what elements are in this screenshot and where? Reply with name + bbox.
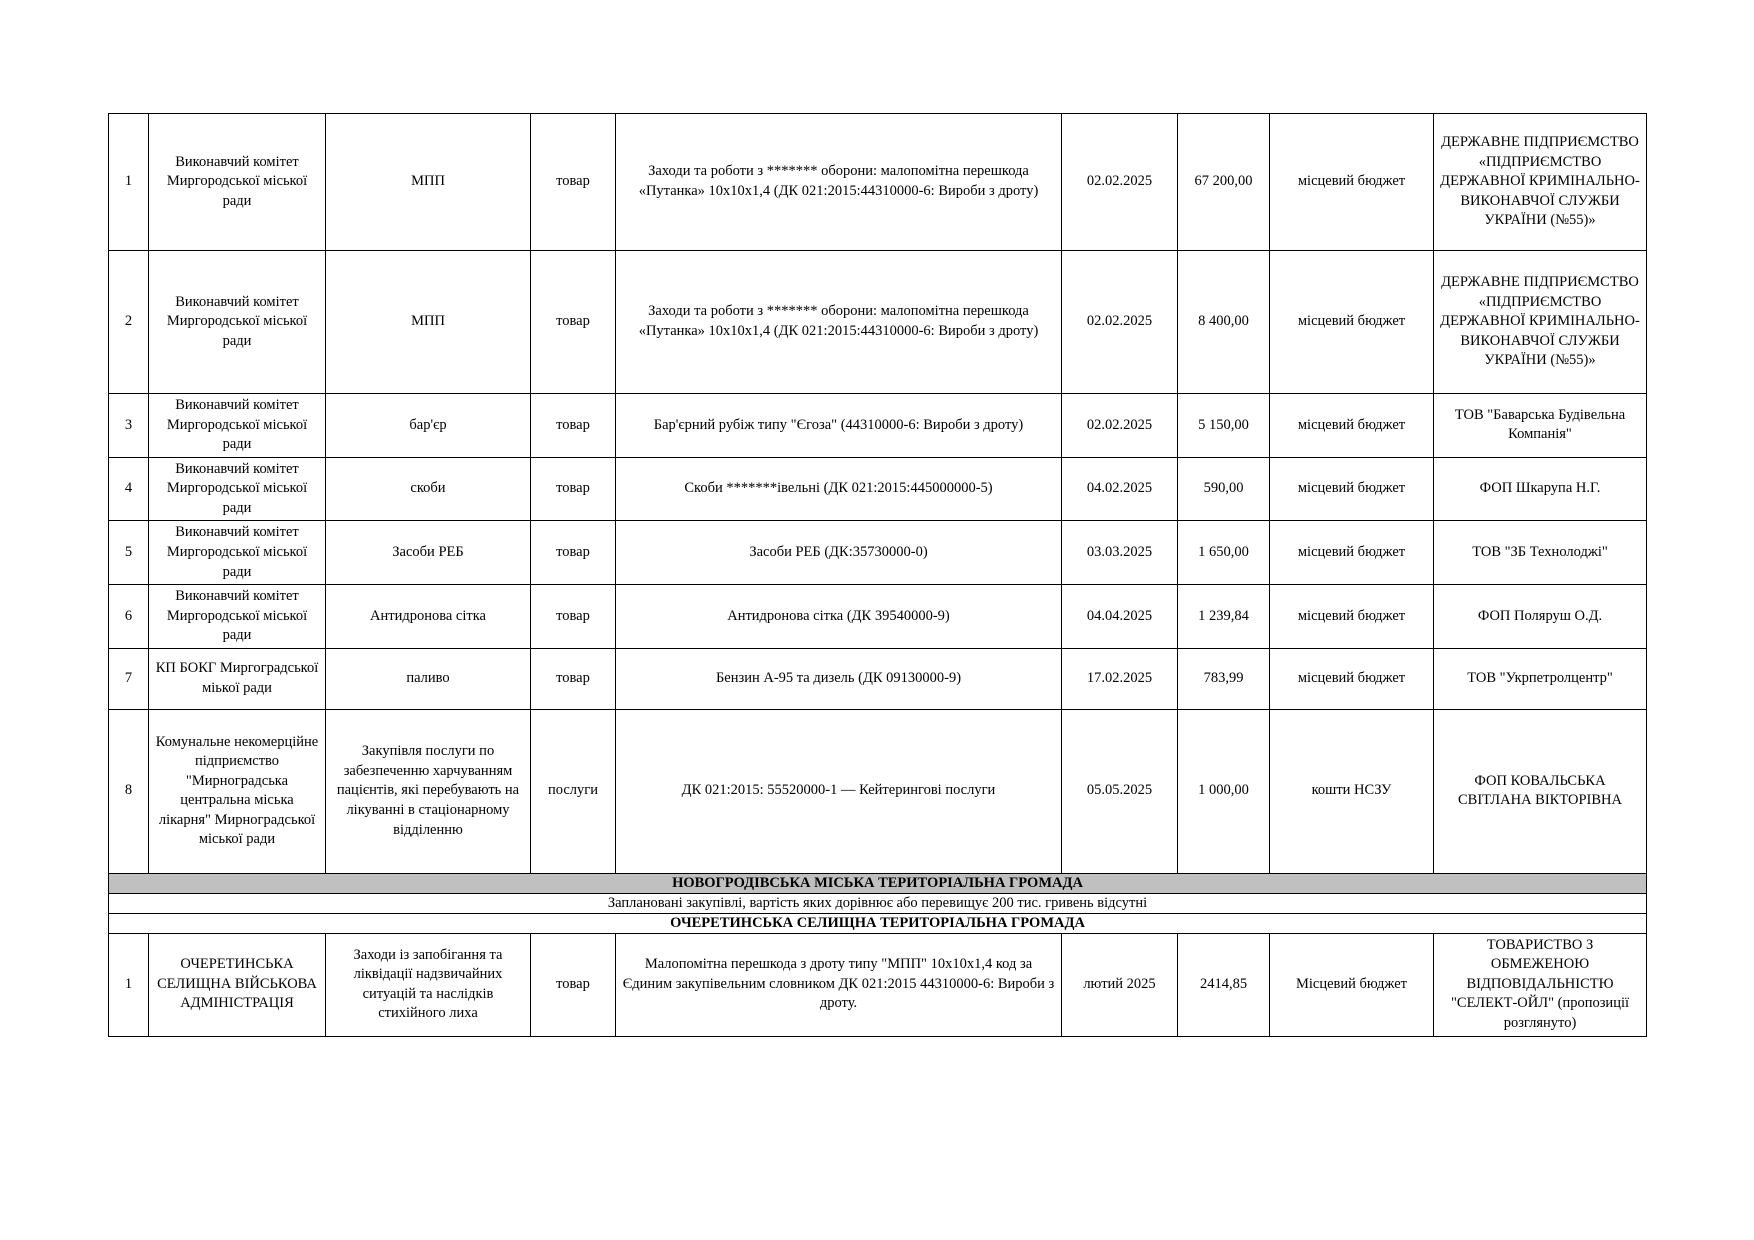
- customer-cell: Виконавчий комітет Миргородської міської ради: [149, 251, 326, 394]
- row-number: 3: [109, 394, 149, 458]
- type-cell: товар: [531, 251, 616, 394]
- customer-cell: КП БОКГ Миргоградської міької ради: [149, 648, 326, 709]
- type-cell: товар: [531, 585, 616, 649]
- date-cell: 02.02.2025: [1062, 114, 1178, 251]
- supplier-cell: ТОВ "Укрпетролцентр": [1434, 648, 1647, 709]
- subject-cell: Засоби РЕБ: [326, 521, 531, 585]
- customer-cell: Комунальне некомерційне підприємство "Мирноградська центральна міська лікарня" Мирноградської міської ради: [149, 709, 326, 873]
- description-cell: Заходи та роботи з ******* оборони: малопомітна перешкода «Путанка» 10х10х1,4 (ДК 021:2015:44310000-6: Вироби з дроту): [616, 251, 1062, 394]
- amount-cell: 590,00: [1178, 457, 1270, 521]
- customer-cell: Виконавчий комітет Миргородської міської ради: [149, 521, 326, 585]
- amount-cell: 783,99: [1178, 648, 1270, 709]
- table-row: [109, 114, 1647, 251]
- source-cell: місцевий бюджет: [1270, 585, 1434, 649]
- table-row: [109, 521, 1647, 585]
- row-number: 2: [109, 251, 149, 394]
- source-cell: місцевий бюджет: [1270, 648, 1434, 709]
- description-cell: ДК 021:2015: 55520000-1 — Кейтерингові послуги: [616, 709, 1062, 873]
- supplier-cell: ДЕРЖАВНЕ ПІДПРИЄМСТВО «ПІДПРИЄМСТВО ДЕРЖАВНОЇ КРИМІНАЛЬНО-ВИКОНАВЧОЇ СЛУЖБИ УКРАЇНИ (№55)»: [1434, 114, 1647, 251]
- type-cell: товар: [531, 394, 616, 458]
- description-cell: Антидронова сітка (ДК 39540000-9): [616, 585, 1062, 649]
- amount-cell: 5 150,00: [1178, 394, 1270, 458]
- date-cell: 02.02.2025: [1062, 251, 1178, 394]
- description-cell: Заходи та роботи з ******* оборони: малопомітна перешкода «Путанка» 10х10х1,4 (ДК 021:2015:44310000-6: Вироби з дроту): [616, 114, 1062, 251]
- table-row: [109, 933, 1647, 1036]
- table-row: [109, 585, 1647, 649]
- customer-cell: Виконавчий комітет Миргородської міської ради: [149, 394, 326, 458]
- amount-cell: 67 200,00: [1178, 114, 1270, 251]
- table-row: [109, 394, 1647, 458]
- subject-cell: паливо: [326, 648, 531, 709]
- section-title: НОВОГРОДІВСЬКА МІСЬКА ТЕРИТОРІАЛЬНА ГРОМАДА: [109, 873, 1647, 893]
- subject-cell: Закупівля послуги по забезпеченню харчуванням пацієнтів, які перебувають на лікуванні в стаціонарному відділенню: [326, 709, 531, 873]
- section-header-row: [109, 873, 1647, 893]
- subject-cell: МПП: [326, 114, 531, 251]
- supplier-cell: ФОП КОВАЛЬСЬКА СВІТЛАНА ВІКТОРІВНА: [1434, 709, 1647, 873]
- subject-cell: скоби: [326, 457, 531, 521]
- row-number: 5: [109, 521, 149, 585]
- table-row: [109, 648, 1647, 709]
- section-header-row: [109, 913, 1647, 933]
- table-row: [109, 251, 1647, 394]
- subject-cell: МПП: [326, 251, 531, 394]
- subject-cell: Антидронова сітка: [326, 585, 531, 649]
- date-cell: 17.02.2025: [1062, 648, 1178, 709]
- supplier-cell: ФОП Поляруш О.Д.: [1434, 585, 1647, 649]
- section-note: Заплановані закупівлі, вартість яких дорівнює або перевищує 200 тис. гривень відсутні: [109, 893, 1647, 913]
- table-row: [109, 709, 1647, 873]
- section-note-row: [109, 893, 1647, 913]
- description-cell: Бензин А-95 та дизель (ДК 09130000-9): [616, 648, 1062, 709]
- date-cell: 02.02.2025: [1062, 394, 1178, 458]
- subject-cell: бар'єр: [326, 394, 531, 458]
- supplier-cell: ТОВ "Баварська Будівельна Компанія": [1434, 394, 1647, 458]
- row-number: 8: [109, 709, 149, 873]
- source-cell: місцевий бюджет: [1270, 457, 1434, 521]
- source-cell: місцевий бюджет: [1270, 114, 1434, 251]
- description-cell: Скоби *******івельні (ДК 021:2015:445000000-5): [616, 457, 1062, 521]
- subject-cell: Заходи із запобігання та ліквідації надзвичайних ситуацій та наслідків стихійного лиха: [326, 933, 531, 1036]
- date-cell: 03.03.2025: [1062, 521, 1178, 585]
- amount-cell: 8 400,00: [1178, 251, 1270, 394]
- row-number: 4: [109, 457, 149, 521]
- supplier-cell: ДЕРЖАВНЕ ПІДПРИЄМСТВО «ПІДПРИЄМСТВО ДЕРЖАВНОЇ КРИМІНАЛЬНО-ВИКОНАВЧОЇ СЛУЖБИ УКРАЇНИ (№55)»: [1434, 251, 1647, 394]
- type-cell: товар: [531, 114, 616, 251]
- procurement-table: [108, 113, 1647, 1037]
- amount-cell: 1 239,84: [1178, 585, 1270, 649]
- source-cell: місцевий бюджет: [1270, 394, 1434, 458]
- supplier-cell: ТОВАРИСТВО З ОБМЕЖЕНОЮ ВІДПОВІДАЛЬНІСТЮ "СЕЛЕКТ-ОЙЛ" (пропозиції розглянуто): [1434, 933, 1647, 1036]
- type-cell: товар: [531, 457, 616, 521]
- date-cell: 05.05.2025: [1062, 709, 1178, 873]
- date-cell: 04.04.2025: [1062, 585, 1178, 649]
- supplier-cell: ТОВ "ЗБ Технолоджі": [1434, 521, 1647, 585]
- type-cell: товар: [531, 933, 616, 1036]
- source-cell: місцевий бюджет: [1270, 521, 1434, 585]
- supplier-cell: ФОП Шкарупа Н.Г.: [1434, 457, 1647, 521]
- type-cell: товар: [531, 648, 616, 709]
- customer-cell: Виконавчий комітет Миргородської міської ради: [149, 114, 326, 251]
- amount-cell: 1 650,00: [1178, 521, 1270, 585]
- row-number: 1: [109, 933, 149, 1036]
- date-cell: лютий 2025: [1062, 933, 1178, 1036]
- table-row: [109, 457, 1647, 521]
- amount-cell: 2414,85: [1178, 933, 1270, 1036]
- customer-cell: Виконавчий комітет Миргородської міської ради: [149, 585, 326, 649]
- source-cell: місцевий бюджет: [1270, 251, 1434, 394]
- amount-cell: 1 000,00: [1178, 709, 1270, 873]
- source-cell: Місцевий бюджет: [1270, 933, 1434, 1036]
- description-cell: Бар'єрний рубіж типу "Єгоза" (44310000-6: Вироби з дроту): [616, 394, 1062, 458]
- customer-cell: ОЧЕРЕТИНСЬКА СЕЛИЩНА ВІЙСЬКОВА АДМІНІСТРАЦІЯ: [149, 933, 326, 1036]
- description-cell: Засоби РЕБ (ДК:35730000-0): [616, 521, 1062, 585]
- row-number: 6: [109, 585, 149, 649]
- row-number: 1: [109, 114, 149, 251]
- type-cell: послуги: [531, 709, 616, 873]
- customer-cell: Виконавчий комітет Миргородської міської ради: [149, 457, 326, 521]
- row-number: 7: [109, 648, 149, 709]
- date-cell: 04.02.2025: [1062, 457, 1178, 521]
- description-cell: Малопомітна перешкода з дроту типу "МПП" 10х10х1,4 код за Єдиним закупівельним словником ДК 021:2015 44310000-6: Вироби з дроту.: [616, 933, 1062, 1036]
- section-title: ОЧЕРЕТИНСЬКА СЕЛИЩНА ТЕРИТОРІАЛЬНА ГРОМАДА: [109, 913, 1647, 933]
- source-cell: кошти НСЗУ: [1270, 709, 1434, 873]
- type-cell: товар: [531, 521, 616, 585]
